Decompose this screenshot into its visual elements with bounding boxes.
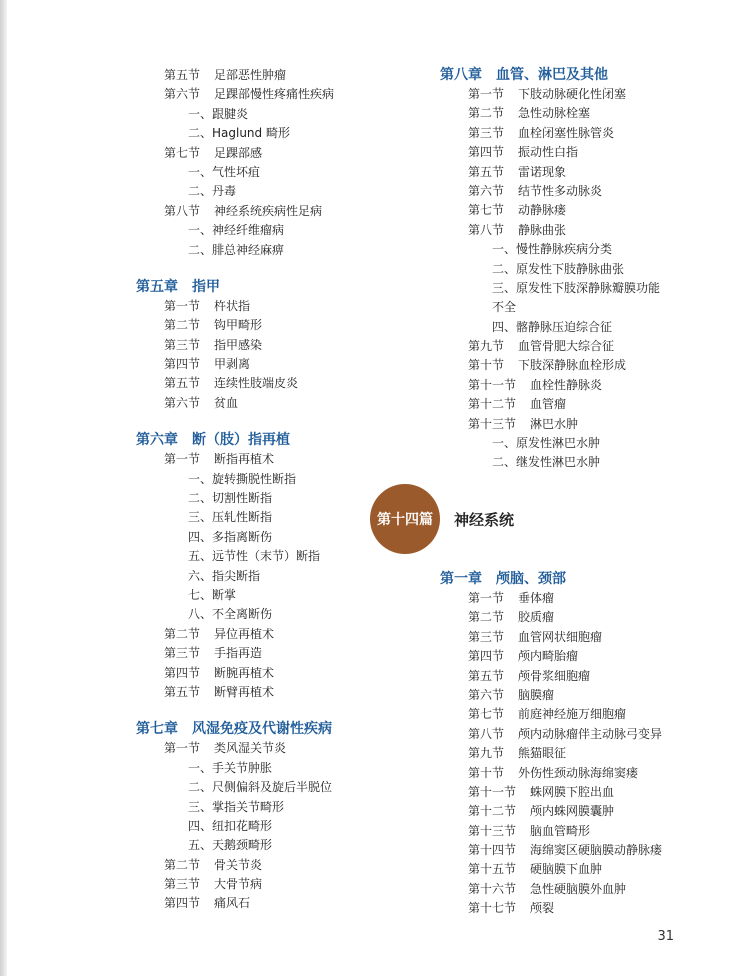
section-entry	[440, 899, 710, 918]
section-title: 海绵窦区硬脑膜动静脉瘘	[530, 843, 663, 858]
section-entry	[440, 667, 710, 686]
section-entry	[136, 316, 416, 335]
subsection-entry: 二、切割性断指	[188, 491, 273, 506]
section-entry	[440, 628, 710, 647]
section-entry	[440, 589, 710, 608]
section-entry	[440, 822, 710, 841]
toc-right-column-bottom	[440, 570, 710, 919]
section-entry	[136, 336, 416, 355]
subsection-entry: 二、丹毒	[188, 184, 237, 199]
section-entry	[136, 450, 416, 469]
section-number: 第三节	[164, 337, 201, 352]
section-title: 类风湿关节炎	[214, 741, 287, 756]
section-number: 第七节	[468, 707, 505, 722]
section-title: 结节性多动脉炎	[518, 183, 603, 198]
chapter-heading	[440, 66, 710, 85]
section-number: 第六节	[164, 87, 201, 102]
section-number: 第九节	[468, 746, 505, 761]
section-title: 血栓闭塞性脉管炎	[518, 125, 615, 140]
section-number: 第二节	[468, 106, 505, 121]
section-title: 骨关节炎	[214, 857, 263, 872]
section-number: 第五节	[164, 684, 201, 699]
section-title: 颅内畸胎瘤	[518, 649, 579, 664]
chapter-heading	[440, 570, 710, 589]
section-number: 第三节	[164, 646, 201, 661]
section-number: 第九节	[468, 339, 505, 354]
section-number: 第五节	[164, 376, 201, 391]
section-entry	[440, 415, 710, 434]
section-number: 第十七节	[468, 901, 517, 916]
section-spacer	[136, 702, 416, 720]
chapter-number: 第七章	[136, 721, 178, 738]
chapter-number: 第八章	[440, 67, 482, 83]
subsection-entry: 四、多指离断伤	[188, 529, 273, 544]
section-number: 第一节	[468, 87, 505, 101]
section-number: 第三节	[164, 877, 201, 892]
chapter-title: 断（肢）指再植	[192, 432, 290, 449]
section-title: 颅内蛛网膜囊肿	[530, 804, 615, 819]
section-title: 蛛网膜下腔出血	[530, 784, 615, 799]
section-entry	[440, 124, 710, 143]
section-entry	[440, 841, 710, 860]
section-number: 第四节	[164, 665, 201, 680]
section-number: 第一节	[164, 298, 201, 313]
section-entry	[440, 608, 710, 627]
section-number: 第十三节	[468, 416, 517, 431]
section-title: 神经系统疾病性足病	[214, 203, 323, 218]
section-title: 指甲感染	[214, 337, 263, 352]
section-entry	[136, 202, 416, 221]
section-number: 第二节	[164, 626, 201, 641]
section-number: 第五节	[468, 164, 505, 179]
section-title: 异位再植术	[214, 626, 275, 641]
section-entry	[136, 297, 416, 316]
section-title: 脑血管畸形	[530, 823, 591, 838]
subsection-entry: 二、原发性下肢静脉曲张	[492, 261, 625, 276]
subsection-entry: 一、气性坏疽	[188, 164, 261, 179]
subsection-entry: 二、Haglund 畸形	[188, 126, 290, 141]
section-entry	[136, 644, 416, 663]
part-number-badge: 第十四篇	[370, 484, 440, 554]
section-title: 静脉曲张	[518, 222, 567, 237]
part-heading	[370, 484, 514, 554]
section-number: 第七节	[468, 203, 505, 218]
section-number: 第四节	[468, 145, 505, 160]
section-title: 手指再造	[214, 646, 263, 661]
subsection-entry: 一、原发性淋巴水肿	[492, 436, 601, 451]
section-entry	[440, 725, 710, 744]
subsection-continuation: 不全	[492, 300, 517, 315]
section-entry	[136, 894, 416, 913]
section-number: 第四节	[164, 357, 201, 372]
section-entry	[440, 337, 710, 356]
subsection-entry: 二、腓总神经麻痹	[188, 242, 285, 257]
section-number: 第一节	[164, 452, 201, 467]
section-entry	[136, 739, 416, 758]
subsection-entry: 六、指尖断指	[188, 568, 261, 583]
subsection-entry: 二、尺侧偏斜及旋后半脱位	[188, 780, 333, 795]
section-number: 第五节	[164, 68, 201, 82]
subsection-entry: 三、原发性下肢深静脉瓣膜功能	[492, 280, 661, 295]
page-number: 31	[657, 929, 674, 944]
section-entry	[440, 85, 710, 104]
section-title: 垂体瘤	[518, 591, 555, 605]
section-title: 颅骨浆细胞瘤	[518, 668, 591, 683]
section-title: 断臂再植术	[214, 684, 275, 699]
section-number: 第十三节	[468, 823, 517, 838]
page-edge-shadow	[0, 0, 7, 976]
section-number: 第六节	[468, 687, 505, 702]
section-number: 第十四节	[468, 843, 517, 858]
subsection-entry: 五、天鹅颈畸形	[188, 838, 273, 853]
section-entry	[136, 374, 416, 393]
section-entry	[440, 143, 710, 162]
section-number: 第十节	[468, 765, 505, 780]
section-entry	[440, 705, 710, 724]
section-number: 第四节	[468, 649, 505, 664]
section-title: 足踝部慢性疼痛性疾病	[214, 87, 335, 102]
section-title: 脑膜瘤	[518, 687, 555, 702]
section-title: 足部恶性肿瘤	[214, 68, 287, 82]
section-number: 第一节	[164, 741, 201, 756]
section-entry	[440, 201, 710, 220]
section-number: 第十节	[468, 358, 505, 373]
section-title: 杵状指	[214, 298, 251, 313]
section-number: 第十五节	[468, 862, 517, 877]
section-number: 第八节	[468, 726, 505, 741]
section-number: 第五节	[468, 668, 505, 683]
section-number: 第三节	[468, 629, 505, 644]
section-number: 第七节	[164, 145, 201, 160]
section-title: 钩甲畸形	[214, 318, 263, 333]
section-number: 第十二节	[468, 397, 517, 412]
chapter-title: 风湿免疫及代谢性疾病	[192, 721, 332, 738]
section-number: 第十六节	[468, 881, 517, 896]
section-title: 颅内动脉瘤伴主动脉弓变异	[518, 726, 663, 741]
section-entry	[440, 376, 710, 395]
section-number: 第十一节	[468, 784, 517, 799]
section-title: 振动性白指	[518, 145, 579, 160]
section-number: 第一节	[468, 591, 505, 605]
section-number: 第八节	[468, 222, 505, 237]
subsection-entry: 四、髂静脉压迫综合征	[492, 319, 613, 334]
section-title: 下肢动脉硬化性闭塞	[518, 87, 627, 101]
section-entry	[136, 625, 416, 644]
subsection-entry: 一、手关节肿胀	[188, 760, 273, 775]
section-title: 动静脉瘘	[518, 203, 567, 218]
section-number: 第二节	[468, 610, 505, 625]
section-title: 贫血	[214, 395, 239, 410]
section-entry	[136, 664, 416, 683]
section-title: 血栓性静脉炎	[530, 377, 603, 392]
section-number: 第二节	[164, 318, 201, 333]
chapter-title: 颅脑、颈部	[496, 571, 566, 587]
subsection-entry: 八、不全离断伤	[188, 607, 273, 622]
section-title: 淋巴水肿	[530, 416, 579, 431]
subsection-entry: 四、纽扣花畸形	[188, 818, 273, 833]
subsection-entry: 三、压轧性断指	[188, 510, 273, 525]
subsection-entry: 一、旋转撕脱性断指	[188, 471, 297, 486]
subsection-entry: 一、跟腱炎	[188, 106, 249, 121]
section-title: 血管骨肥大综合征	[518, 339, 615, 354]
section-number: 第八节	[164, 203, 201, 218]
section-title: 血管瘤	[530, 397, 567, 412]
section-entry	[440, 104, 710, 123]
section-number: 第四节	[164, 896, 201, 911]
section-entry	[440, 647, 710, 666]
section-entry	[136, 856, 416, 875]
section-title: 雷诺现象	[518, 164, 567, 179]
section-title: 熊猫眼征	[518, 746, 567, 761]
section-entry	[136, 875, 416, 894]
chapter-number: 第一章	[440, 571, 482, 587]
subsection-entry: 二、继发性淋巴水肿	[492, 455, 601, 470]
subsection-entry: 七、断掌	[188, 587, 237, 602]
section-entry	[440, 764, 710, 783]
section-entry	[440, 783, 710, 802]
section-title: 足踝部感	[214, 145, 263, 160]
section-entry	[136, 355, 416, 374]
chapter-number: 第五章	[136, 278, 178, 295]
section-title: 下肢深静脉血栓形成	[518, 358, 627, 373]
section-title: 硬脑膜下血肿	[530, 862, 603, 877]
section-entry	[440, 802, 710, 821]
section-spacer	[136, 260, 416, 278]
section-number: 第三节	[468, 125, 505, 140]
section-entry	[440, 880, 710, 899]
chapter-heading	[136, 431, 416, 450]
section-entry	[440, 356, 710, 375]
subsection-entry: 五、远节性（末节）断指	[188, 549, 321, 564]
section-spacer	[136, 413, 416, 431]
section-number: 第十一节	[468, 377, 517, 392]
section-number: 第十二节	[468, 804, 517, 819]
section-title: 大骨节病	[214, 877, 263, 892]
section-title: 颅裂	[530, 901, 555, 916]
section-entry	[440, 182, 710, 201]
part-title: 神经系统	[454, 510, 515, 529]
section-entry	[440, 221, 710, 240]
section-entry	[136, 66, 416, 85]
subsection-entry: 一、慢性静脉疾病分类	[492, 242, 613, 257]
chapter-heading	[136, 720, 416, 739]
section-entry	[136, 144, 416, 163]
section-title: 前庭神经施万细胞瘤	[518, 707, 627, 722]
subsection-entry: 一、神经纤维瘤病	[188, 223, 285, 238]
section-entry	[440, 163, 710, 182]
toc-right-column-top	[440, 66, 710, 473]
chapter-title: 血管、淋巴及其他	[496, 67, 608, 83]
chapter-number: 第六章	[136, 432, 178, 449]
section-title: 急性动脉栓塞	[518, 106, 591, 121]
section-title: 胶质瘤	[518, 610, 555, 625]
section-entry	[136, 394, 416, 413]
section-number: 第六节	[468, 183, 505, 198]
section-entry	[440, 686, 710, 705]
section-entry	[136, 683, 416, 702]
section-title: 痛风石	[214, 896, 251, 911]
section-entry	[440, 744, 710, 763]
chapter-heading	[136, 278, 416, 297]
section-number: 第二节	[164, 857, 201, 872]
section-title: 甲剥离	[214, 357, 251, 372]
section-title: 急性硬脑膜外血肿	[530, 881, 627, 896]
section-number: 第六节	[164, 395, 201, 410]
section-entry	[440, 860, 710, 879]
section-entry	[440, 395, 710, 414]
section-title: 断指再植术	[214, 452, 275, 467]
chapter-title: 指甲	[192, 278, 220, 295]
section-title: 血管网状细胞瘤	[518, 629, 603, 644]
section-title: 连续性肢端皮炎	[214, 376, 299, 391]
section-entry	[136, 85, 416, 104]
section-title: 断腕再植术	[214, 665, 275, 680]
subsection-entry: 三、掌指关节畸形	[188, 799, 285, 814]
section-title: 外伤性颈动脉海绵窦瘘	[518, 765, 639, 780]
